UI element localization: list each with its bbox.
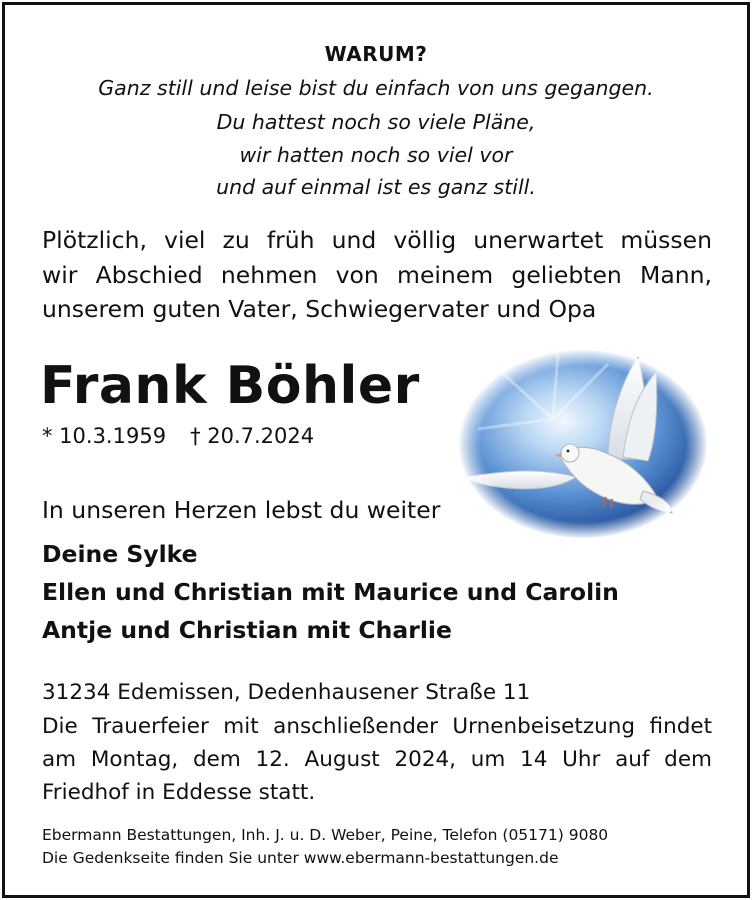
hearts-line: In unseren Herzen lebst du weiter bbox=[42, 496, 441, 524]
footer-line-1: Ebermann Bestattungen, Inh. J. u. D. Weber, Peine, Telefon (05171) 9080 bbox=[42, 826, 609, 844]
poem-line-2: Du hattest noch so viele Pläne, bbox=[216, 110, 536, 134]
family-line-2: Ellen und Christian mit Maurice und Carolin bbox=[42, 578, 619, 606]
address: 31234 Edemissen, Dedenhausener Straße 11 bbox=[42, 680, 531, 705]
deceased-name: Frank Böhler bbox=[40, 356, 420, 416]
intro-line-1: Plötzlich, viel zu früh und völlig unerwartet müssen bbox=[42, 226, 712, 254]
poem-line-1: Ganz still und leise bist du einfach von uns gegangen. bbox=[98, 76, 654, 100]
intro-line-2: wir Abschied nehmen von meinem geliebten Mann, bbox=[42, 261, 712, 289]
death-date: † 20.7.2024 bbox=[190, 424, 315, 448]
dove-icon bbox=[458, 349, 708, 539]
poem-line-4: und auf einmal ist es ganz still. bbox=[216, 175, 536, 199]
family-line-1: Deine Sylke bbox=[42, 540, 198, 568]
heading: WARUM? bbox=[324, 42, 428, 66]
ceremony-line-3: Friedhof in Eddesse statt. bbox=[42, 780, 316, 805]
intro-line-3: unserem guten Vater, Schwiegervater und Opa bbox=[42, 295, 597, 323]
birth-date: * 10.3.1959 bbox=[42, 424, 167, 448]
ceremony-line-1: Die Trauerfeier mit anschließender Urnenbeisetzung findet bbox=[42, 714, 712, 739]
family-line-3: Antje und Christian mit Charlie bbox=[42, 616, 452, 644]
footer-line-2: Die Gedenkseite finden Sie unter www.ebermann-bestattungen.de bbox=[42, 849, 559, 867]
ceremony-line-2: am Montag, dem 12. August 2024, um 14 Uhr auf dem bbox=[42, 747, 712, 772]
poem-line-3: wir hatten noch so viel vor bbox=[239, 143, 513, 167]
life-dates bbox=[42, 424, 314, 448]
